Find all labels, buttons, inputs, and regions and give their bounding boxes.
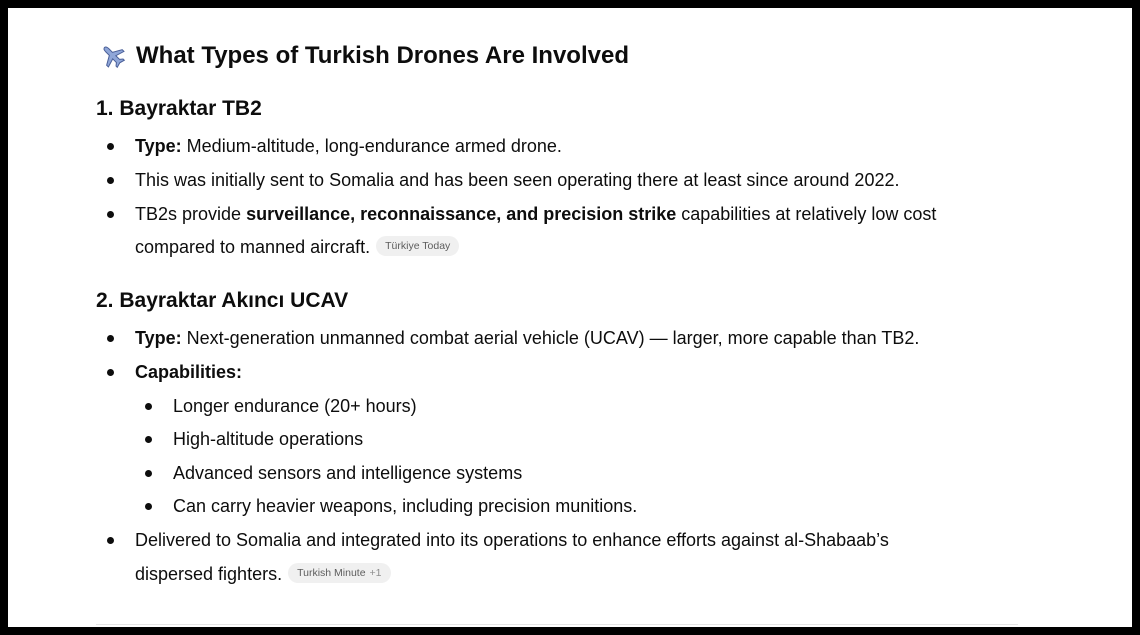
bullet-marker [107,537,114,544]
bullet-marker [107,211,114,218]
list-item [135,322,919,355]
subsection-title-akinci: 2. Bayraktar Akıncı UCAV [96,289,349,312]
section-heading [100,41,629,71]
divider [96,624,1018,625]
document-page [8,8,1132,627]
item-text: High-altitude operations [173,429,364,449]
list-item [135,356,242,389]
list-item [135,524,889,557]
bullet-marker [145,403,152,410]
list-item [135,198,936,231]
item-text: compared to manned aircraft. [135,237,371,257]
list-item-continuation [135,231,459,264]
item-text: Longer endurance (20+ hours) [173,396,417,416]
item-text: Delivered to Somalia and integrated into its operations to enhance efforts against al-Shabaab’s [135,530,889,550]
bullet-marker [107,369,114,376]
item-text: Advanced sensors and intelligence systems [173,463,523,483]
bullet-marker [107,335,114,342]
sub-list-item [173,490,637,523]
item-label: Type: [135,136,182,156]
airplane-icon [100,43,126,69]
citation-chip[interactable] [376,236,459,256]
list-item [135,130,562,163]
heading-text: What Types of Turkish Drones Are Involved [136,42,629,69]
item-text: TB2s provide [135,204,247,224]
citation-chip[interactable] [288,563,390,583]
item-text: Medium-altitude, long-endurance armed drone. [181,136,562,156]
bullet-marker [145,503,152,510]
sub-list-item [173,457,522,490]
bullet-marker [145,436,152,443]
item-text: Can carry heavier weapons, including precision munitions. [173,496,638,516]
citation-source: Turkish Minute [297,567,366,580]
bullet-marker [145,470,152,477]
bullet-marker [107,143,114,150]
item-label: Capabilities: [135,362,243,382]
sub-list-item [173,390,417,423]
item-text: capabilities at relatively low cost [676,204,937,224]
list-item-continuation [135,558,391,591]
item-text: This was initially sent to Somalia and has been seen operating there at least since around 2022. [135,170,900,190]
item-emphasis: surveillance, reconnaissance, and precision strike [246,204,677,224]
item-text: Next-generation unmanned combat aerial vehicle (UCAV) — larger, more capable than TB2. [181,328,920,348]
sub-list-item [173,423,363,456]
item-label: Type: [135,328,182,348]
item-text: dispersed fighters. [135,564,283,584]
citation-source: Türkiye Today [385,240,451,253]
citation-count: +1 [369,567,382,580]
list-item [135,164,899,197]
subsection-title-tb2: 1. Bayraktar TB2 [96,97,262,120]
bullet-marker [107,177,114,184]
